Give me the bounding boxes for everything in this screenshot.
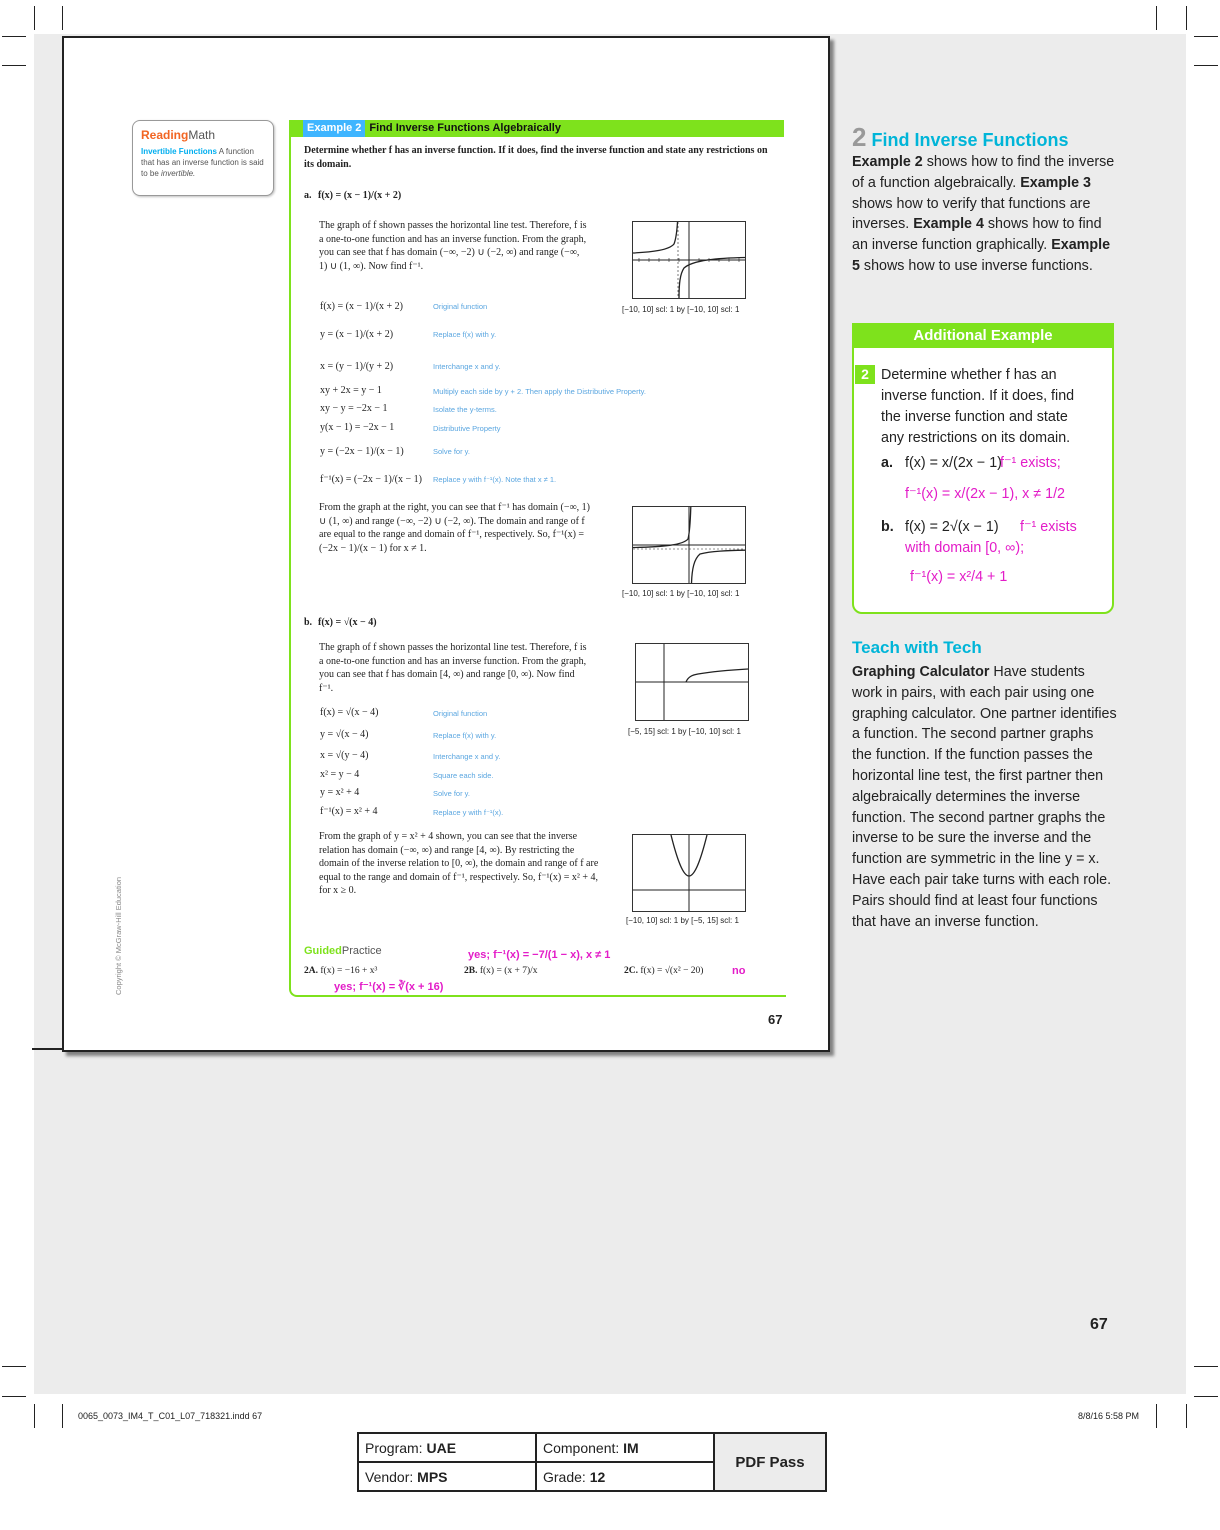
ae-part-a-function: f(x) = x/(2x − 1) [905, 455, 1002, 471]
reading-math-callout [132, 120, 274, 196]
practice-2b: 2B. f(x) = (x + 7)/x [464, 966, 538, 976]
step-note: Distributive Property [433, 424, 501, 433]
copyright: Copyright © McGraw-Hill Education [114, 876, 123, 995]
example-header [289, 120, 784, 137]
graph-caption: [−10, 10] scl: 1 by [−5, 15] scl: 1 [626, 916, 739, 925]
teach-with-tech-body: Graphing Calculator Have students work in pairs, with each pair using one graphing calculator. One partner identifies a function. The second partner graphs the function. If the function passes the horizontal line test, the first partner then algebraically determines the inverse function. The second partner graphs the inverse to be sure the inverse and the function are symmetric in the line y = x. Have each pair take turns with each role. Pairs should find at least four functions that have an inverse function. [852, 664, 1117, 930]
step-equation: y = (−2x − 1)/(x − 1) [320, 446, 404, 457]
step-equation: y = (x − 1)/(x + 2) [320, 329, 394, 340]
ae-part-b-domain: with domain [0, ∞); [905, 540, 1025, 556]
crop-mark [62, 6, 63, 30]
ae-prompt-line: inverse function. If it does, find [881, 388, 1075, 404]
additional-example-header: Additional Example [852, 323, 1114, 348]
part-a-label: a. [304, 190, 312, 201]
part-a-function: f(x) = (x − 1)/(x + 2) [318, 190, 402, 201]
ae-part-a-inverse: f⁻¹(x) = x/(2x − 1), x ≠ 1/2 [905, 486, 1065, 502]
crop-mark [2, 1366, 26, 1367]
step-equation: f(x) = √(x − 4) [320, 707, 379, 718]
step-equation: f(x) = (x − 1)/(x + 2) [320, 301, 404, 312]
part-b-function: f(x) = √(x − 4) [318, 617, 377, 628]
step-equation: f⁻¹(x) = x² + 4 [320, 806, 378, 817]
crop-mark [2, 65, 26, 66]
step-equation: xy − y = −2x − 1 [320, 403, 388, 414]
crop-mark [34, 1404, 35, 1428]
part-a-paragraph-2: From the graph at the right, you can see that f⁻¹ has domain (−∞, 1) ∪ (1, ∞) and range (−∞, −2) ∪ (−2, ∞). The domain and range of f are equal to the range and domain of f⁻¹, respectively. So, f⁻¹(x) = (−2x − 1)/(x − 1) for x ≠ 1. [319, 502, 590, 554]
crop-mark [1156, 6, 1157, 30]
step-equation: x = √(y − 4) [320, 750, 369, 761]
part-b-paragraph-1: The graph of f shown passes the horizontal line test. Therefore, f is a one-to-one function and has an inverse function. From the graph, you can see that f has domain [4, ∞) and range [0, ∞). Now find f⁻¹. [319, 642, 587, 694]
step-equation: x = (y − 1)/(y + 2) [320, 361, 394, 372]
pdf-status: PDF Pass [714, 1433, 826, 1491]
student-page-number: 67 [768, 1012, 783, 1027]
slug-date: 8/8/16 5:58 PM [1078, 1411, 1140, 1421]
guided-practice-title: GuidedPractice [304, 945, 382, 957]
step-note: Original function [433, 302, 488, 311]
step-note: Original function [433, 709, 488, 718]
practice-2a-answer: yes; f⁻¹(x) = ∛(x + 16) [334, 981, 444, 993]
ae-prompt-line: the inverse function and state [881, 409, 1068, 425]
crop-mark [1194, 36, 1218, 37]
step-note: Interchange x and y. [433, 752, 501, 761]
graph-f-sqrt [635, 643, 749, 721]
step-note: Replace y with f⁻¹(x). [433, 808, 504, 817]
step-equation: y = x² + 4 [320, 787, 360, 798]
graph-f-rational [632, 221, 746, 299]
crop-mark [1194, 65, 1218, 66]
divider [32, 1048, 66, 1050]
ae-part-b-function: f(x) = 2√(x − 1) [905, 519, 999, 535]
step-equation: f⁻¹(x) = (−2x − 1)/(x − 1) [320, 474, 422, 485]
graph-caption: [−5, 15] scl: 1 by [−10, 10] scl: 1 [628, 727, 741, 736]
graph-caption: [−10, 10] scl: 1 by [−10, 10] scl: 1 [622, 305, 740, 314]
reading-math-body: Invertible Functions A function that has an inverse function is said to be invertible. [141, 147, 264, 178]
crop-mark [1194, 1396, 1218, 1397]
ae-part-a-label: a. [881, 455, 893, 471]
ae-part-a-answer: f⁻¹ exists; [1000, 455, 1061, 471]
grade-cell: Grade: 12 [536, 1462, 714, 1491]
slug-file: 0065_0073_IM4_T_C01_L07_718321.indd 67 [78, 1411, 263, 1421]
job-info-table [357, 1432, 827, 1492]
component-cell: Component: IM [536, 1433, 714, 1462]
teach-with-tech-heading: Teach with Tech [852, 638, 982, 657]
step-note: Interchange x and y. [433, 362, 501, 371]
teacher-page-number: 67 [1090, 1316, 1108, 1333]
crop-mark [1186, 1404, 1187, 1428]
vendor-cell: Vendor: MPS [358, 1462, 536, 1491]
step-note: Replace y with f⁻¹(x). Note that x ≠ 1. [433, 475, 557, 484]
program-cell: Program: UAE [358, 1433, 536, 1462]
practice-2b-answer: yes; f⁻¹(x) = −7/(1 − x), x ≠ 1 [468, 949, 611, 961]
step-equation: xy + 2x = y − 1 [320, 385, 382, 396]
practice-2a: 2A. f(x) = −16 + x³ [304, 966, 378, 976]
part-a-paragraph-1: The graph of f shown passes the horizontal line test. Therefore, f is a one-to-one function and has an inverse function. From the graph, you can see that f has domain (−∞, −2) ∪ (−2, ∞) and range (−∞, 1) ∪ (1, ∞). Now find f⁻¹. [319, 220, 587, 272]
example-title: Find Inverse Functions Algebraically [369, 122, 561, 134]
practice-2c-answer: no [732, 965, 746, 977]
ae-prompt-line: any restrictions on its domain. [881, 430, 1071, 446]
ae-part-b-answer: f⁻¹ exists [1020, 519, 1077, 535]
step-equation: y(x − 1) = −2x − 1 [320, 422, 395, 433]
example-prompt: Determine whether f has an inverse function. If it does, find the inverse function and state any restrictions on its domain. [304, 145, 768, 170]
ae-prompt-line: Determine whether f has an [881, 367, 1057, 383]
section-intro: Example 2 shows how to find the inverse of a function algebraically. Example 3 shows how to verify that functions are inverses. Example 4 shows how to find an inverse function graphically. Example 5 shows how to use inverse functions. [852, 154, 1115, 274]
step-note: Solve for y. [433, 789, 470, 798]
graph-caption: [−10, 10] scl: 1 by [−10, 10] scl: 1 [622, 589, 740, 598]
graph-inverse-rational [632, 506, 746, 584]
step-note: Replace f(x) with y. [433, 731, 497, 740]
part-b-paragraph-2: From the graph of y = x² + 4 shown, you can see that the inverse relation has domain (−∞, ∞) and range [4, ∞). By restricting the domain of the inverse relation to [0, ∞), the domain and range of f are equal to the range and domain of f⁻¹, respectively. So, f⁻¹(x) = x² + 4, for x ≥ 0. [319, 831, 599, 896]
step-note: Replace f(x) with y. [433, 330, 497, 339]
step-note: Square each side. [433, 771, 494, 780]
section-heading: 2 Find Inverse Functions [852, 122, 1069, 152]
ae-part-b-label: b. [881, 519, 894, 535]
crop-mark [1186, 6, 1187, 30]
crop-mark [34, 6, 35, 30]
step-note: Solve for y. [433, 447, 470, 456]
practice-2c: 2C. f(x) = √(x² − 20) [624, 966, 704, 976]
crop-mark [62, 1404, 63, 1428]
ae-part-b-inverse: f⁻¹(x) = x²/4 + 1 [910, 569, 1008, 585]
step-note: Isolate the y-terms. [433, 405, 497, 414]
example-tag: Example 2 [303, 120, 365, 137]
step-equation: y = √(x − 4) [320, 729, 369, 740]
graph-inverse-parabola [632, 834, 746, 912]
crop-mark [2, 36, 26, 37]
crop-mark [2, 1396, 26, 1397]
additional-example-number: 2 [855, 365, 875, 384]
crop-mark [1156, 1404, 1157, 1428]
part-b-label: b. [304, 617, 313, 628]
reading-math-title: ReadingMath [141, 128, 216, 142]
step-note: Multiply each side by y + 2. Then apply the Distributive Property. [433, 387, 646, 396]
step-equation: x² = y − 4 [320, 769, 360, 780]
crop-mark [1194, 1366, 1218, 1367]
